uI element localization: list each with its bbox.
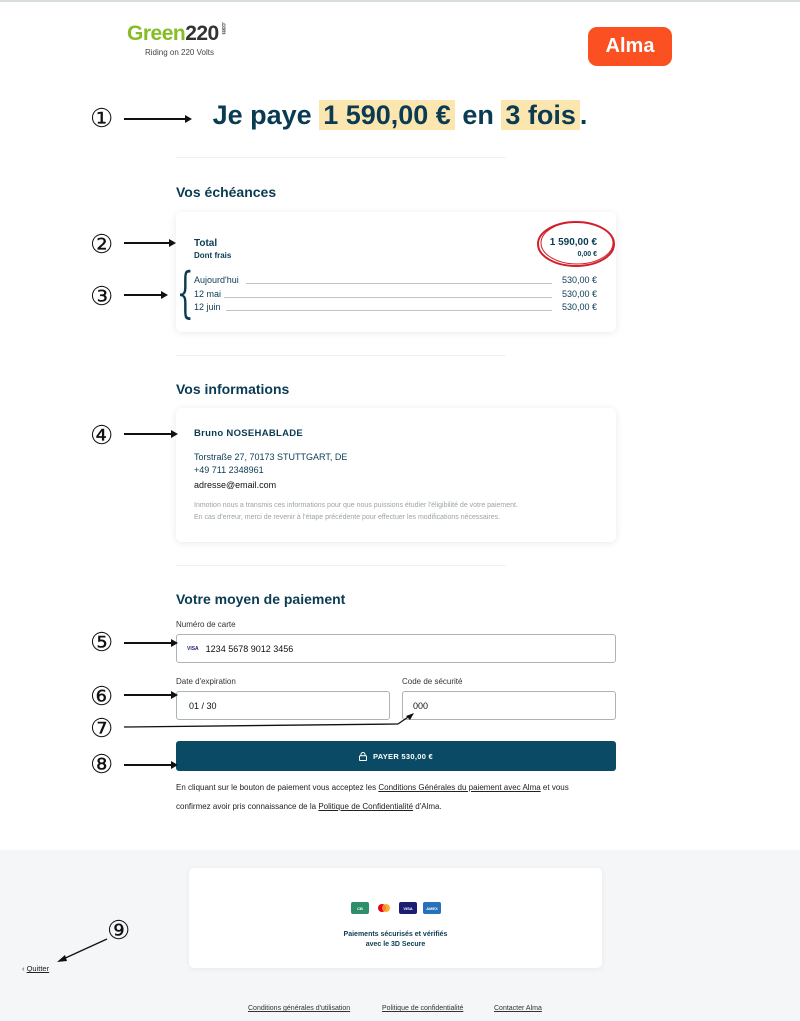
- schedule-title: Vos échéances: [176, 184, 277, 200]
- info-note: En cas d'erreur, merci de revenir à l'étape précédente pour effectuer les modifications nécessaires.: [194, 514, 501, 521]
- red-circle-annotation: [535, 218, 617, 270]
- footer-link-privacy[interactable]: Politique de confidentialité: [382, 1005, 464, 1012]
- schedule-row-value: 530,00 €: [561, 289, 597, 299]
- expiry-label: Date d'expiration: [176, 677, 236, 686]
- total-value: 1 590,00 €: [549, 237, 597, 248]
- fees-value: 0,00 €: [577, 251, 597, 258]
- lock-icon: [359, 752, 367, 761]
- headline-installments: 3 fois: [501, 100, 580, 130]
- card-number-input[interactable]: [176, 634, 616, 663]
- schedule-row-label: Aujourd'hui: [194, 275, 239, 285]
- divider: [176, 157, 506, 158]
- cvc-label: Code de sécurité: [402, 677, 463, 686]
- annotation-number-8: ⑧: [90, 750, 114, 780]
- mastercard-icon: [375, 902, 393, 914]
- annotation-arrow-4: [124, 433, 176, 435]
- annotation-arrow-7: [120, 710, 420, 732]
- annotation-number-6: ⑥: [90, 682, 114, 712]
- annotation-number-4: ④: [90, 421, 114, 451]
- schedule-row-value: 530,00 €: [561, 302, 597, 312]
- info-title: Vos informations: [176, 381, 290, 397]
- fees-label: Dont frais: [194, 251, 232, 260]
- schedule-row-label: 12 mai: [194, 289, 222, 299]
- schedule-row-label: 12 juin: [194, 302, 221, 312]
- alma-logo-button: Alma: [588, 27, 672, 66]
- logo-tagline: Riding on 220 Volts: [145, 48, 214, 57]
- legal-text: En cliquant sur le bouton de paiement vous acceptez les Conditions Générales du paiement avec Alma et vous confirmez avoir pris connaissance de la Politique de Confidentialité d'Alma.: [176, 783, 569, 811]
- footer-link-contact[interactable]: Contacter Alma: [494, 1005, 542, 1012]
- visa-card-icon: VISA: [399, 902, 417, 914]
- secure-payment-text: Paiements sécurisés et vérifiés avec le 3D Secure: [343, 931, 448, 948]
- customer-phone: +49 711 2348961: [194, 465, 264, 475]
- annotation-arrow-6: [124, 694, 176, 696]
- annotation-number-3: ③: [90, 282, 114, 312]
- privacy-policy-link[interactable]: Politique de Confidentialité: [318, 802, 414, 811]
- info-note: Inmotion nous a transmis ces informations pour que nous puissions étudier l'éligibilité de votre paiement.: [194, 502, 518, 509]
- annotation-brace: {: [176, 261, 194, 324]
- cvc-value: 000: [413, 700, 429, 711]
- cb-card-icon: CB: [351, 902, 369, 914]
- payment-title: Votre moyen de paiement: [176, 591, 346, 607]
- chevron-left-icon: ‹: [22, 964, 25, 973]
- amex-card-icon: AMEX: [423, 902, 441, 914]
- pay-button[interactable]: [176, 741, 616, 771]
- total-label: Total: [194, 238, 218, 249]
- secure-payment-card: [189, 868, 602, 968]
- schedule-row-value: 530,00 €: [561, 275, 597, 285]
- divider: [176, 565, 506, 566]
- divider: [176, 355, 506, 356]
- pay-button-label: PAYER 530,00 €: [372, 751, 434, 761]
- card-number-value: 1234 5678 9012 3456: [205, 643, 294, 654]
- payment-methods: [351, 902, 441, 914]
- expiry-value: 01 / 30: [189, 700, 217, 711]
- annotation-arrow-8: [124, 764, 176, 766]
- headline-amount: 1 590,00 €: [319, 100, 455, 130]
- row-divider: [246, 283, 552, 284]
- row-divider: [226, 310, 552, 311]
- customer-address: Torstraße 27, 70173 STUTTGART, DE: [194, 452, 348, 462]
- annotation-number-1: ①: [90, 104, 114, 134]
- row-divider: [224, 297, 552, 298]
- footer-link-terms[interactable]: Conditions générales d'utilisation: [248, 1005, 351, 1012]
- card-number-label: Numéro de carte: [176, 620, 236, 629]
- annotation-number-2: ②: [90, 230, 114, 260]
- annotation-number-5: ⑤: [90, 628, 114, 658]
- visa-icon: VISA: [187, 645, 199, 652]
- annotation-arrow-2: [124, 242, 174, 244]
- customer-name: Bruno NOSEHABLADE: [194, 428, 304, 439]
- page-headline: Je paye 1 590,00 € en 3 fois .: [212, 100, 588, 130]
- annotation-number-7: ⑦: [90, 714, 114, 744]
- top-border: [0, 0, 800, 2]
- alma-terms-link[interactable]: Conditions Générales du paiement avec Alma: [378, 783, 541, 792]
- annotation-arrow-3: [124, 294, 166, 296]
- annotation-arrow-5: [124, 642, 176, 644]
- annotation-number-9: ⑨: [107, 916, 131, 946]
- annotation-arrow-9: [55, 936, 115, 964]
- customer-email: adresse@email.com: [194, 480, 277, 490]
- green220-logo: Green220.com: [127, 22, 226, 45]
- cvc-input[interactable]: [402, 691, 616, 720]
- quit-link[interactable]: ‹ Quitter: [22, 964, 50, 973]
